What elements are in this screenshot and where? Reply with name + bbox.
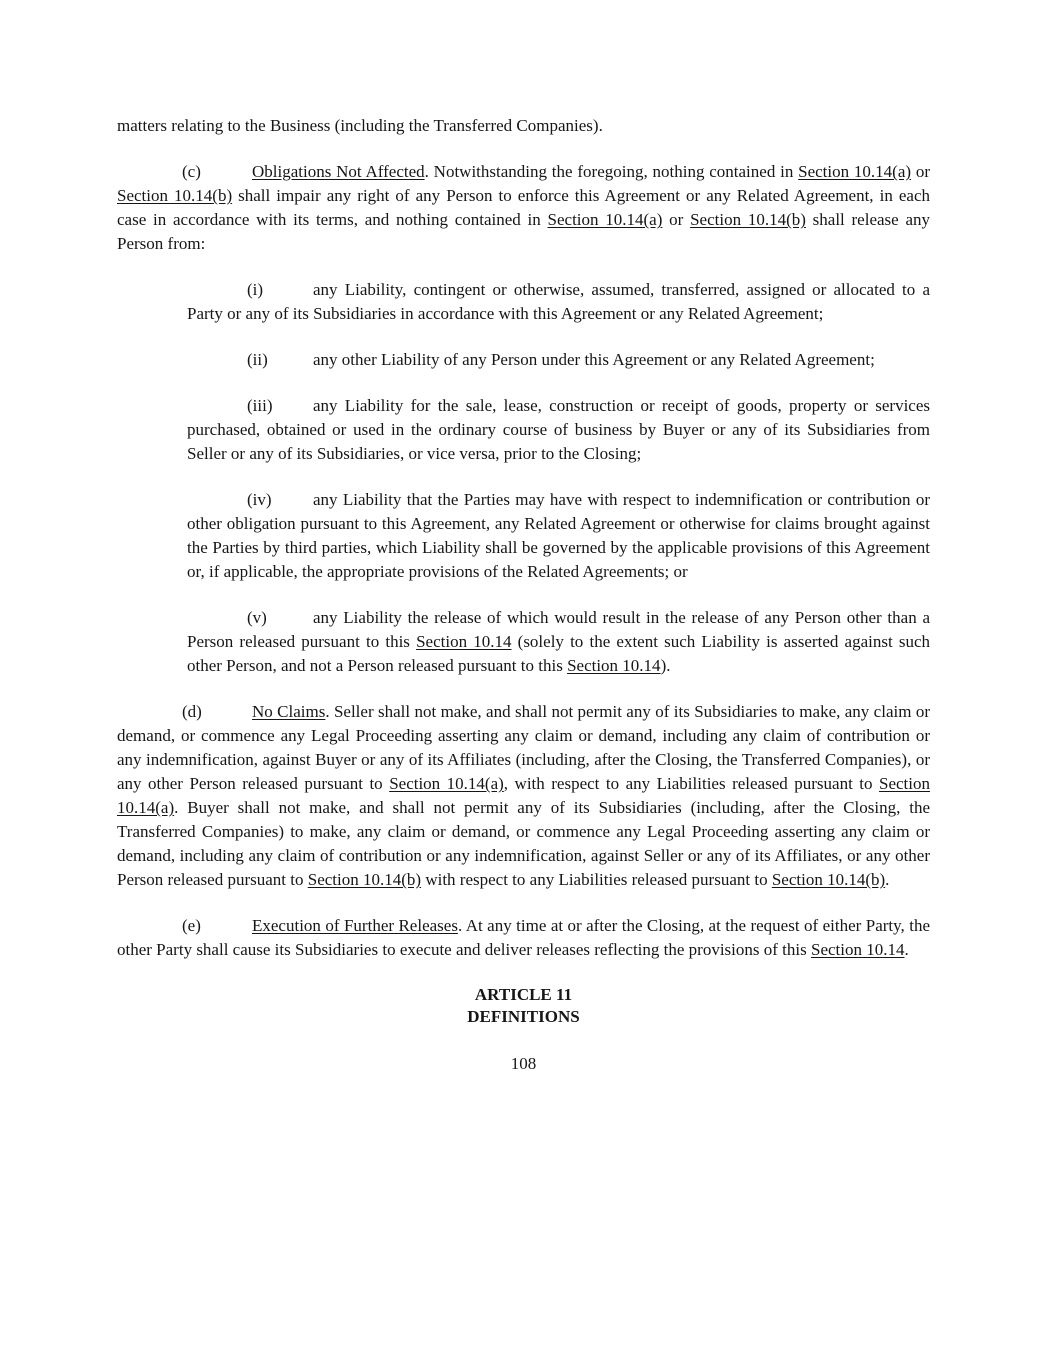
- text-run: with respect to any Liabilities released pursuant to: [421, 870, 772, 889]
- text-run: shall release any Person from:: [117, 210, 930, 253]
- text-run: , with respect to any Liabilities released pursuant to: [503, 774, 880, 793]
- text-run: or: [911, 162, 931, 181]
- paragraph-d-text: [117, 702, 930, 889]
- list-item-iii: [187, 394, 930, 466]
- underlined-reference: Section 10.14(a): [547, 210, 663, 229]
- paragraph-e: [117, 914, 930, 962]
- list-item-label-i: (i): [247, 280, 264, 299]
- list-item-label-v: (v): [247, 608, 267, 627]
- underlined-reference: Section 10.14(b): [117, 186, 233, 205]
- list-item-ii: [187, 348, 930, 372]
- paragraph-label-e: (e): [182, 916, 201, 935]
- paragraph-d: [117, 700, 930, 892]
- text-run: any Liability for the sale, lease, construction or receipt of goods, property or services purchased, obtained or used in the ordinary course of business by Buyer or any of its Subsidiaries from Seller or any of its Subsidiaries, or vice versa, prior to the Closing;: [187, 396, 930, 463]
- text-run: . At any time at or after the Closing, at the request of either Party, the other Party shall cause its Subsidiaries to execute and deliver releases reflecting the provisions of this: [117, 916, 931, 959]
- text-run: .: [904, 940, 909, 959]
- text-run: ).: [660, 656, 671, 675]
- underlined-reference: Section 10.14(b): [690, 210, 806, 229]
- paragraph-intro: [117, 114, 930, 138]
- underlined-reference: Section 10.14(a): [389, 774, 504, 793]
- list-item-i: [187, 278, 930, 326]
- underlined-reference: Section 10.14(b): [771, 870, 886, 889]
- list-item-v: [187, 606, 930, 678]
- text-run: . Notwithstanding the foregoing, nothing contained in: [424, 162, 799, 181]
- underlined-reference: Section 10.14(a): [117, 774, 931, 817]
- underlined-reference: Section 10.14: [567, 656, 661, 675]
- text-run: any Liability the release of which would result in the release of any Person other than a Person released pursuant to this: [187, 608, 930, 651]
- text-run: any Liability that the Parties may have with respect to indemnification or contribution or other obligation pursuant to this Agreement, any Related Agreement or otherwise for claims brought against the Parties by third parties, which Liability shall be governed by the applicable provisions of this Agreement or, if applicable, the appropriate provisions of the Related Agreements; or: [187, 490, 930, 581]
- page-number: 108: [510, 1054, 537, 1073]
- text-run: shall impair any right of any Person to enforce this Agreement or any Related Agreement, in each case in accordance with its terms, and nothing contained in: [117, 186, 930, 229]
- article-heading-line2: DEFINITIONS: [467, 1007, 580, 1026]
- text-run: any other Liability of any Person under this Agreement or any Related Agreement;: [313, 350, 875, 369]
- list-item-ii-text: [313, 350, 875, 369]
- text-run: . Buyer shall not make, and shall not permit any of its Subsidiaries (including, after the Closing, the Transferred Companies) to make, any claim or demand, or commence any Legal Proceeding asserting any claim or demand, including any claim of contribution or any indemnification, against Seller or any of its Affiliates, or any other Person released pursuant to: [117, 798, 930, 889]
- underlined-reference: Section 10.14(a): [798, 162, 912, 181]
- list-item-iv: [187, 488, 930, 584]
- list-item-label-iii: (iii): [247, 396, 273, 415]
- list-item-label-ii: (ii): [247, 350, 268, 369]
- paragraph-c: [117, 160, 930, 256]
- text-run: or: [662, 210, 691, 229]
- underlined-reference: Obligations Not Affected: [252, 162, 425, 181]
- underlined-reference: Section 10.14: [416, 632, 512, 651]
- list-item-label-iv: (iv): [247, 490, 272, 509]
- article-heading-line1: ARTICLE 11: [474, 985, 573, 1004]
- underlined-reference: Section 10.14(b): [307, 870, 422, 889]
- article-heading: [117, 984, 930, 1028]
- text-run: . Seller shall not make, and shall not permit any of its Subsidiaries to make, any claim or demand, or commence any Legal Proceeding asserting any claim or demand, including any claim of contribution or any indemnification, against Buyer or any of its Affiliates (including, after the Closing, the Transferred Companies), or any other Person released pursuant to: [117, 702, 930, 793]
- text-run: (solely to the extent such Liability is asserted against such other Person, and not a Person released pursuant to this: [187, 632, 930, 675]
- text-run: .: [885, 870, 890, 889]
- underlined-reference: No Claims: [252, 702, 326, 721]
- text-run: matters relating to the Business (including the Transferred Companies).: [117, 116, 603, 135]
- text-run: any Liability, contingent or otherwise, assumed, transferred, assigned or allocated to a Party or any of its Subsidiaries in accordance with this Agreement or any Related Agreement;: [187, 280, 930, 323]
- paragraph-label-c: (c): [182, 162, 201, 181]
- underlined-reference: Section 10.14: [810, 940, 905, 959]
- underlined-reference: Execution of Further Releases: [252, 916, 458, 935]
- paragraph-label-d: (d): [182, 702, 202, 721]
